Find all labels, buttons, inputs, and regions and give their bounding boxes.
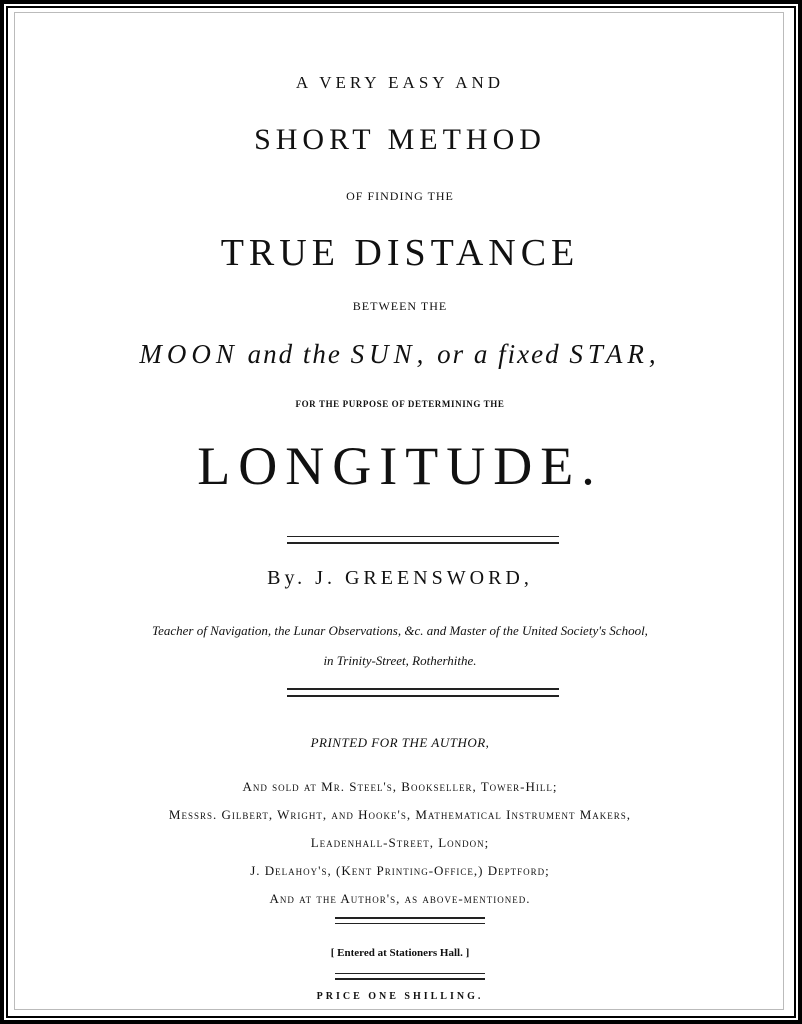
title-and-the: and the xyxy=(238,339,351,369)
title-star: STAR, xyxy=(569,339,661,369)
title-line-3: OF FINDING THE xyxy=(346,189,454,203)
title-page xyxy=(14,12,784,1010)
imprint-line-4: J. Delahoy's, (Kent Printing-Office,) Deptford; xyxy=(250,863,550,878)
price: PRICE ONE SHILLING. xyxy=(316,991,484,1002)
title-sun: SUN, xyxy=(350,339,429,369)
double-rule xyxy=(287,688,559,697)
printed-for: PRINTED FOR THE AUTHOR, xyxy=(310,735,490,750)
entered-at-stationers: [ Entered at Stationers Hall. ] xyxy=(330,947,470,959)
title-line-5: BETWEEN THE xyxy=(352,299,448,313)
author-description-2: in Trinity-Street, Rotherhithe. xyxy=(323,653,477,668)
author-description-1: Teacher of Navigation, the Lunar Observations, &c. and Master of the United Society's School, xyxy=(152,623,648,638)
title-moon: MOON xyxy=(139,339,239,369)
main-title: LONGITUDE. xyxy=(197,436,603,496)
title-line-1: A VERY EASY AND xyxy=(295,73,505,92)
title-or-fixed: or a fixed xyxy=(428,339,570,369)
imprint-line-5: And at the Author's, as above-mentioned. xyxy=(269,891,531,906)
double-rule xyxy=(287,536,559,544)
double-rule xyxy=(335,973,485,980)
title-line-6 xyxy=(15,339,785,370)
imprint-line-1: And sold at Mr. Steel's, Bookseller, Tower-Hill; xyxy=(242,779,558,794)
title-line-7: FOR THE PURPOSE OF DETERMINING THE xyxy=(295,399,505,409)
imprint-line-2: Messrs. Gilbert, Wright, and Hooke's, Mathematical Instrument Makers, xyxy=(168,807,632,822)
double-rule xyxy=(335,917,485,924)
title-line-2: SHORT METHOD xyxy=(254,123,546,156)
author-name: By. J. GREENSWORD, xyxy=(267,567,533,589)
imprint-line-3: Leadenhall-Street, London; xyxy=(310,835,490,850)
title-line-4: TRUE DISTANCE xyxy=(220,232,580,274)
